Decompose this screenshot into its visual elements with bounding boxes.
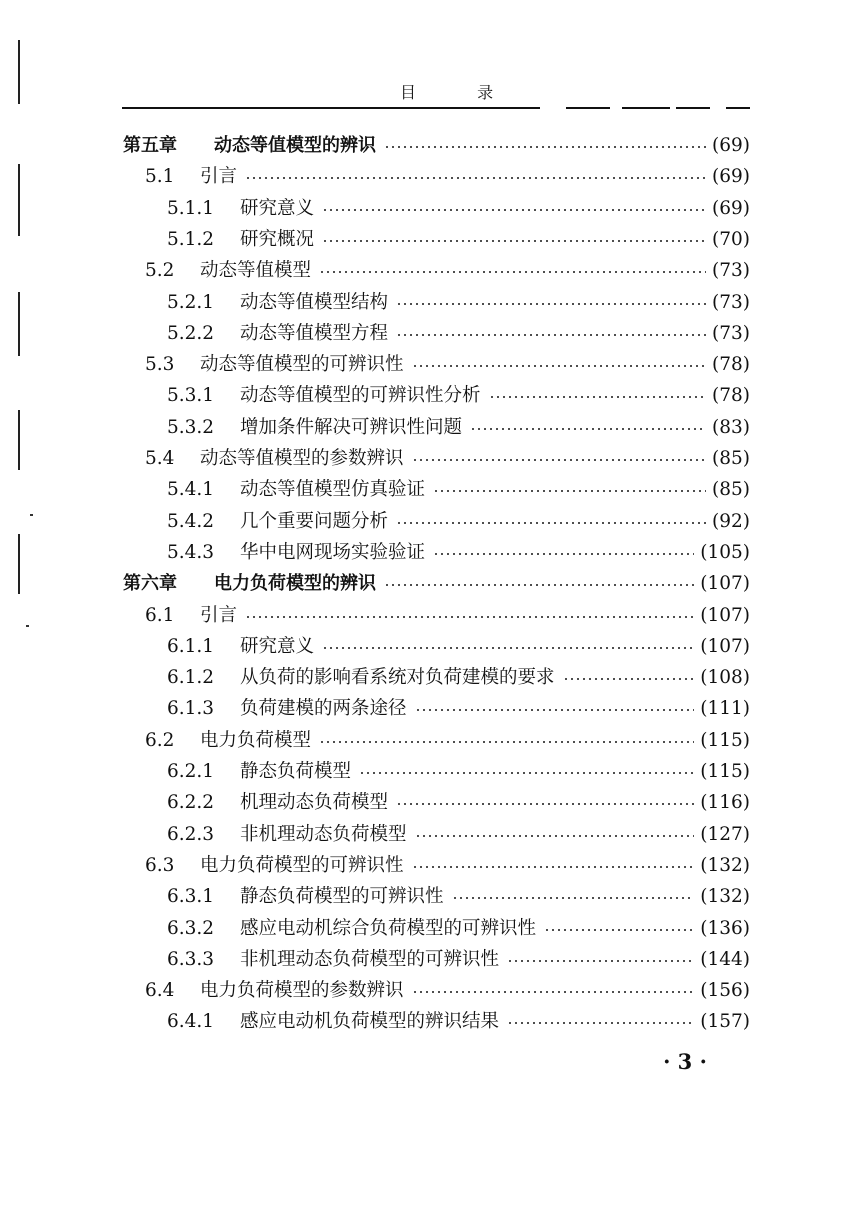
toc-entry-sub	[0, 914, 868, 944]
toc-title: 研究概况	[240, 228, 315, 250]
toc-page-number: (83)	[712, 416, 750, 438]
dot-leader	[396, 334, 706, 336]
toc-number: 5.2.1	[167, 291, 215, 313]
page-number: · 3 ·	[663, 1049, 707, 1074]
toc-title: 电力负荷模型的参数辨识	[200, 980, 404, 1002]
dot-leader	[322, 209, 706, 211]
toc-title: 研究意义	[240, 197, 315, 219]
toc-entry-sub	[0, 413, 868, 443]
toc-title: 机理动态负荷模型	[240, 792, 389, 814]
toc-number: 6.1.3	[167, 698, 215, 720]
toc-entry-section	[0, 162, 868, 192]
toc-number: 5.2.2	[167, 322, 215, 344]
toc-entry-sub	[0, 757, 868, 787]
toc-page-number: (78)	[712, 385, 750, 407]
toc-number: 5.3.1	[167, 385, 215, 407]
toc-entry-sub	[0, 381, 868, 411]
toc-title: 非机理动态负荷模型	[240, 823, 407, 845]
toc-page-number: (157)	[700, 1011, 750, 1033]
toc-title: 增加条件解决可辨识性问题	[240, 416, 463, 438]
toc-page-number: (78)	[712, 354, 750, 376]
toc-page-number: (127)	[700, 823, 750, 845]
dot-leader	[322, 240, 706, 242]
dot-leader	[412, 365, 707, 367]
toc-number: 6.3.1	[167, 886, 215, 908]
dot-leader	[245, 177, 706, 179]
dot-leader	[489, 396, 707, 398]
toc-page-number: (73)	[712, 291, 750, 313]
toc-page-number: (69)	[712, 135, 750, 156]
dot-leader	[433, 490, 706, 492]
toc-entry-sub	[0, 475, 868, 505]
toc-entry-sub	[0, 788, 868, 818]
dot-leader	[396, 522, 706, 524]
toc-number: 6.3.3	[167, 948, 215, 970]
toc-entry-section	[0, 976, 868, 1006]
toc-title: 感应电动机负荷模型的辨识结果	[240, 1011, 500, 1033]
toc-number: 6.3.2	[167, 917, 215, 939]
toc-number: 6.3	[145, 854, 175, 876]
toc-number: 6.2.1	[167, 761, 215, 782]
dot-leader	[396, 803, 694, 805]
dot-leader	[412, 866, 695, 868]
toc-number: 5.4	[145, 448, 175, 469]
toc-number: 5.3.2	[167, 416, 215, 438]
toc-entry-chapter	[0, 569, 868, 599]
toc-page-number: (73)	[712, 260, 750, 282]
toc-page-number: (132)	[700, 854, 750, 876]
toc-title: 动态等值模型方程	[240, 322, 389, 344]
toc-number: 6.4.1	[167, 1011, 215, 1033]
toc-entry-sub	[0, 945, 868, 975]
toc-title: 电力负荷模型的可辨识性	[200, 854, 404, 876]
toc-page-number: (116)	[700, 792, 750, 814]
toc-title: 引言	[200, 166, 238, 188]
dot-leader	[507, 960, 694, 962]
toc-number: 6.2.3	[167, 823, 215, 845]
dot-leader	[415, 709, 695, 711]
toc-entry-sub	[0, 538, 868, 568]
toc-title: 静态负荷模型	[240, 761, 352, 782]
toc-number: 6.4	[145, 980, 175, 1002]
toc-page-number: (107)	[700, 635, 750, 657]
toc-entry-sub	[0, 694, 868, 724]
toc-title: 动态等值模型仿真验证	[240, 479, 426, 501]
toc-page-number: (108)	[700, 667, 750, 689]
dot-leader	[544, 929, 694, 931]
toc-number: 5.1.2	[167, 228, 215, 250]
toc-number: 5.1	[145, 166, 175, 188]
toc-title: 华中电网现场实验验证	[240, 541, 426, 563]
toc-title: 感应电动机综合负荷模型的可辨识性	[240, 917, 537, 939]
dot-leader	[415, 835, 695, 837]
toc-entry-chapter	[0, 131, 868, 161]
dot-leader	[322, 647, 694, 649]
toc-title: 动态等值模型的参数辨识	[200, 448, 404, 469]
toc-page-number: (69)	[712, 197, 750, 219]
toc-entry-sub	[0, 288, 868, 318]
dot-leader	[470, 428, 706, 430]
toc-entry-section	[0, 726, 868, 756]
toc-entry-section	[0, 851, 868, 881]
toc-page-number: (105)	[700, 541, 750, 563]
dot-leader	[507, 1022, 694, 1024]
toc-page-number: (85)	[712, 448, 750, 469]
toc-page-number: (136)	[700, 917, 750, 939]
toc-page-number: (73)	[712, 322, 750, 344]
toc-page-number: (92)	[712, 510, 750, 532]
toc-entry-sub	[0, 225, 868, 255]
toc-page-number: (144)	[700, 948, 750, 970]
toc-title: 动态等值模型的可辨识性	[200, 354, 404, 376]
toc-entry-sub	[0, 1007, 868, 1037]
dot-leader	[359, 772, 694, 774]
dot-leader	[245, 616, 694, 618]
dot-leader	[563, 678, 695, 680]
toc-number: 6.1	[145, 604, 175, 626]
toc-title: 动态等值模型的可辨识性分析	[240, 385, 481, 407]
toc-page-number: (132)	[700, 886, 750, 908]
toc-title: 从负荷的影响看系统对负荷建模的要求	[240, 667, 555, 689]
toc-title: 非机理动态负荷模型的可辨识性	[240, 948, 500, 970]
toc-entry-sub	[0, 319, 868, 349]
toc-page-number: (111)	[700, 698, 750, 720]
toc-number: 5.1.1	[167, 197, 215, 219]
toc-number: 5.3	[145, 354, 175, 376]
toc-title: 动态等值模型	[200, 260, 312, 282]
toc-entry-sub	[0, 882, 868, 912]
toc-title: 动态等值模型的辨识	[214, 135, 376, 156]
toc-entry-section	[0, 350, 868, 380]
toc-number: 5.4.3	[167, 541, 215, 563]
dot-leader	[412, 991, 695, 993]
toc-title: 几个重要问题分析	[240, 510, 389, 532]
toc-entry-sub	[0, 632, 868, 662]
toc-number: 5.2	[145, 260, 175, 282]
toc-title: 静态负荷模型的可辨识性	[240, 886, 444, 908]
toc-entry-sub	[0, 663, 868, 693]
toc-number: 第六章	[123, 573, 177, 595]
toc-page-number: (156)	[700, 980, 750, 1002]
dot-leader	[319, 271, 706, 273]
toc-title: 研究意义	[240, 635, 315, 657]
toc-title: 电力负荷模型的辨识	[214, 573, 376, 595]
toc-entry-section	[0, 601, 868, 631]
toc-page-number: (115)	[700, 761, 750, 782]
dot-leader	[433, 553, 694, 555]
toc-entry-section	[0, 256, 868, 286]
toc-page-number: (69)	[712, 166, 750, 188]
toc-entry-sub	[0, 194, 868, 224]
toc-title: 电力负荷模型	[200, 729, 312, 751]
toc-page-number: (107)	[700, 573, 750, 595]
toc-number: 6.1.1	[167, 635, 215, 657]
toc-page-number: (115)	[700, 729, 750, 751]
toc-page-number: (107)	[700, 604, 750, 626]
toc-title: 负荷建模的两条途径	[240, 698, 407, 720]
dot-leader	[396, 303, 706, 305]
toc-entry-section	[0, 444, 868, 474]
toc-number: 6.1.2	[167, 667, 215, 689]
toc-page-number: (70)	[712, 228, 750, 250]
toc-title: 动态等值模型结构	[240, 291, 389, 313]
toc-title: 引言	[200, 604, 238, 626]
toc-number: 6.2	[145, 729, 175, 751]
toc-number: 5.4.1	[167, 479, 215, 501]
dot-leader	[384, 584, 694, 586]
dot-leader	[412, 459, 707, 461]
header-title: 目 录	[400, 83, 522, 102]
toc-entry-sub	[0, 820, 868, 850]
toc-number: 6.2.2	[167, 792, 215, 814]
dot-leader	[452, 897, 695, 899]
dot-leader	[384, 146, 706, 148]
dot-leader	[319, 741, 694, 743]
toc-entry-sub	[0, 507, 868, 537]
toc-page-number: (85)	[712, 479, 750, 501]
toc-number: 5.4.2	[167, 510, 215, 532]
toc-number: 第五章	[123, 135, 177, 156]
